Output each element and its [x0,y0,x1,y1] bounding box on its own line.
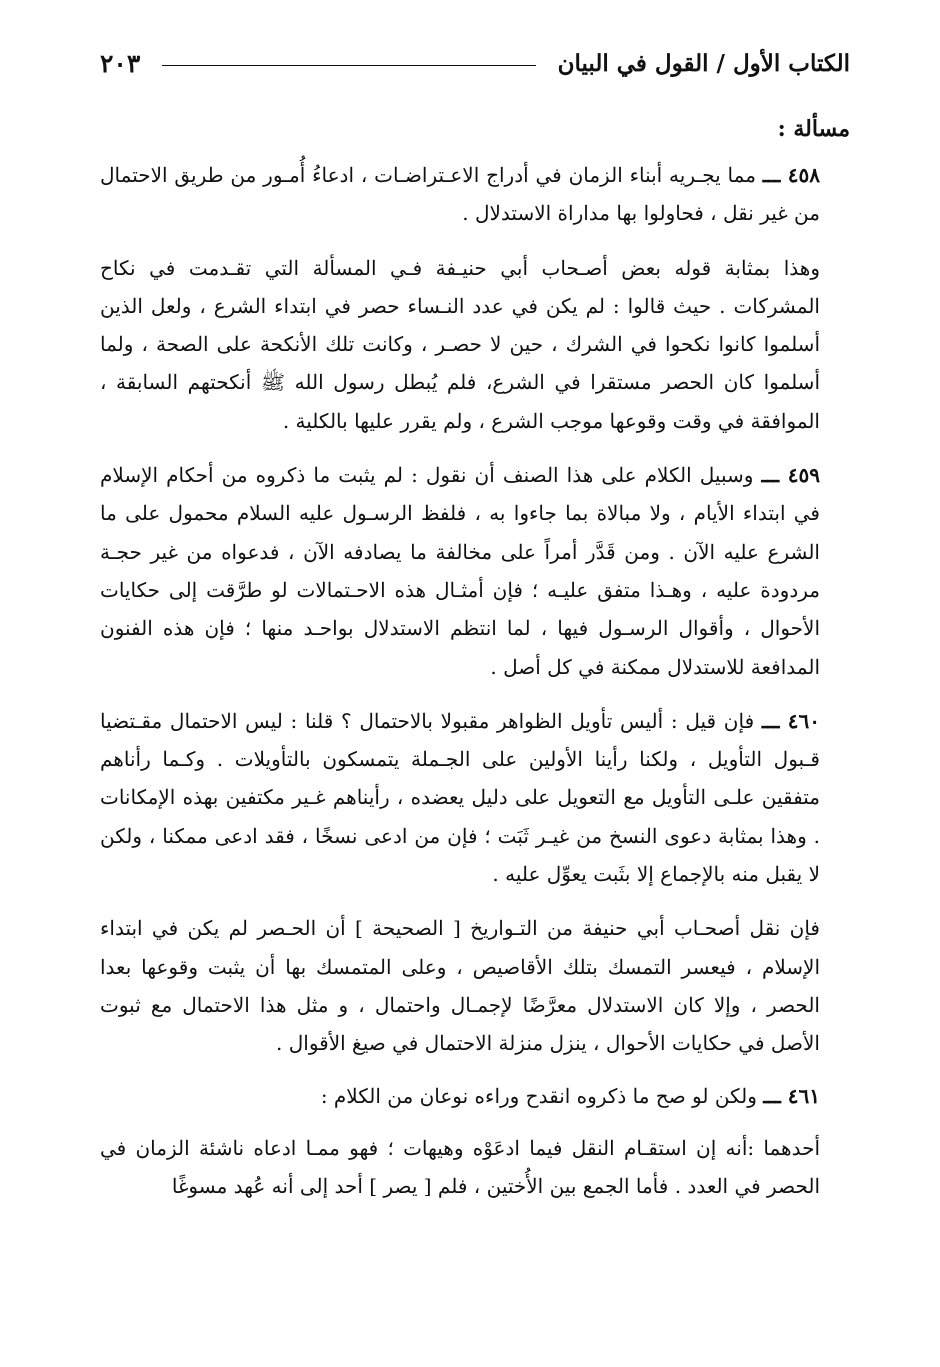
paragraph-459 [100,456,850,686]
paragraph-460 [100,702,850,893]
paragraph-number: ٤٥٨ ـــ [762,163,820,187]
paragraph-number: ٤٥٩ ـــ [761,463,821,488]
running-title: الكتاب الأول / القول في البيان [557,49,850,77]
page-number: ٢٠٣ [100,48,141,78]
paragraph-continuation [100,1129,850,1206]
paragraph-text: أحدهما :أنه إن استقـام النقل فيما ادعَوْه وهيهات ؛ فهو ممـا ادعاه ناشئة الزمان في الحصر في العدد . فأما الجمع بين الأُختين ، فلم [ يصر ] أحد إلى أنه عُهد مسوغًا [100,1135,820,1199]
header-rule [162,65,535,66]
page-header [100,38,850,88]
paragraph-text: ولكن لو صح ما ذكروه انقدح وراءه نوعان من الكلام : [320,1083,757,1108]
paragraph-number: ٤٦٠ ـــ [761,708,820,733]
paragraph-text: فإن قيل : أليس تأويل الظواهر مقبولا بالاحتمال ؟ قلنا : ليس الاحتمال مقـتضيا قـبول التأويل ، ولكنا رأينا الأولين على الجـملة يتمسكون بالتأويلات . وكـما رأناهم متفقين علـى التأويل مع التعويل على دليل يعضده ، رأيناهم غـير مكتفين بهذه الإمكانات . وهذا بمثابة دعوى النسخ من غيـر ثَبَت ؛ فإن من ادعى نسخًا ، فقد ادعى ممكنا ، ولكن لا يقبل منه بالإجماع إلا بثَبت يعوِّل عليه . [100,708,820,887]
paragraph-461 [100,1077,850,1115]
paragraph-458 [100,156,850,233]
paragraph-text: فإن نقل أصحـاب أبي حنيفة من التـواريخ [ الصحيحة ] أن الحـصر لم يكن في ابتداء الإسلام ، فيعسر التمسك بتلك الأقاصيص ، وعلى المتمسك بها أن يثبت وقوعها بعدا الحصر ، وإلا كان الاستدلال معرَّضًا لإجمـال واحتمال ، و مثل هذا الاحتمال مع ثبوت الأصل في حكايات الأحوال ، ينزل منزلة الاحتمال في صيغ الأقوال . [100,916,820,1056]
paragraph-text: وسبيل الكلام على هذا الصنف أن نقول : لم يثبت ما ذكروه من أحكام الإسلام في ابتداء الأيام ، ولا مبالاة بما جاءوا به ، فلفظ الرسـول عليه السلام محمول على ما الشرع عليه الآن . ومن قَدَّر أمراً على مخالفة ما يصادفه الآن ، فدعواه من غير حجـة مردودة عليه ، وهـذا متفق عليـه ؛ فإن أمثـال هذه الاحـتمالات لو طرَّقت إلى حكايات الأحوال ، وأقوال الرسـول فيها ، لما انتظم الاستدلال بواحـد منها ؛ فإن هذه الفنون المدافعة للاستدلال ممكنة في كل أصل . [100,463,820,679]
paragraph-number: ٤٦١ ـــ [763,1083,820,1108]
paragraph-continuation [100,249,850,440]
paragraph-text: مما يجـريه أبناء الزمان في أدراج الاعـتراضـات ، ادعاءُ أُمـور من طريق الاحتمال من غير نقل ، فحاولوا بها مداراة الاستدلال . [100,163,820,226]
paragraph-text: وهذا بمثابة قوله بعض أصـحاب أبي حنيـفة فـي المسألة التي تقـدمت في نكاح المشركات . حيث قالوا : لم يكن في عدد النـساء حصر في ابتداء الشرع ، ولعل الذين أسلموا كانوا نكحوا في الشرك ، حين لا حصـر ، وكانت تلك الأنكحة على الصحة ، ولما أسلموا كان الحصر مستقرا في الشرع، فلم يُبطل رسول الله ﷺ أنكحتهم السابقة ، الموافقة في وقت وقوعها موجب الشرع ، ولم يقرر عليها بالكلية . [100,255,821,433]
paragraph-continuation [100,909,850,1062]
section-heading: مسألة : [777,116,850,142]
